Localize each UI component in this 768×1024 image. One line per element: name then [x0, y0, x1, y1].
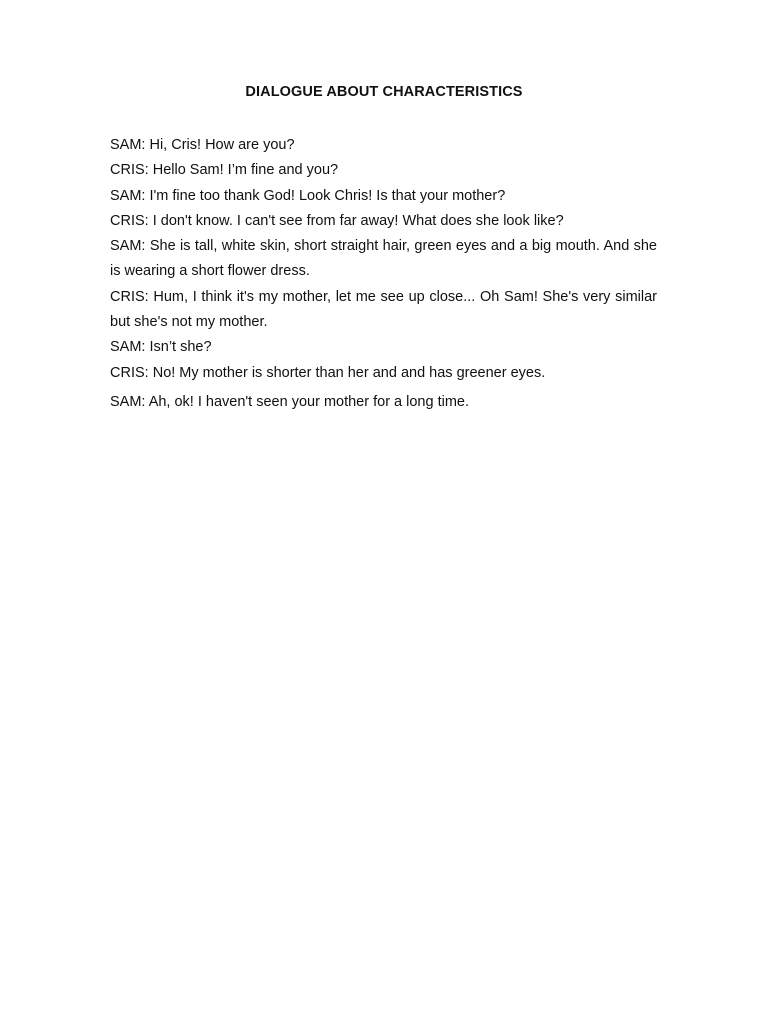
line-text: Hello Sam! I’m fine and you? [152, 162, 339, 179]
line-text: Isn’t she? [149, 339, 212, 356]
speaker-name: CRIS [110, 288, 145, 305]
speaker-name: CRIS [110, 162, 145, 179]
dialogue-line: CRIS: I don't know. I can't see from far away! What does she look like? [110, 212, 564, 229]
speaker-name: SAM [110, 238, 142, 255]
speaker-name: CRIS [110, 212, 145, 229]
dialogue-line: SAM: Isn’t she? [110, 339, 212, 356]
line-text: She is tall, white skin, short straight hair, green eyes and a big mouth. And she is wearing a short flower dress. [110, 238, 657, 280]
dialogue-line: CRIS: Hello Sam! I’m fine and you? [110, 162, 339, 179]
line-text: I don't know. I can't see from far away! What does she look like? [152, 212, 564, 229]
document-title: DIALOGUE ABOUT CHARACTERISTICS [245, 84, 523, 100]
dialogue-line: CRIS: Hum, I think it's my mother, let me see up close... Oh Sam! She's very similar but she's not my mother. [110, 288, 657, 331]
speaker-name: SAM [110, 187, 142, 204]
line-text: I'm fine too thank God! Look Chris! Is that your mother? [149, 187, 506, 204]
line-text: Hi, Cris! How are you? [149, 137, 295, 153]
dialogue-line: SAM: I'm fine too thank God! Look Chris! Is that your mother? [110, 187, 506, 204]
speaker-name: SAM [110, 137, 142, 153]
dialogue-line: SAM: Hi, Cris! How are you? [110, 137, 295, 153]
speaker-name: CRIS [110, 364, 145, 381]
line-text: No! My mother is shorter than her and and has greener eyes. [152, 364, 546, 381]
dialogue-line: SAM: She is tall, white skin, short straight hair, green eyes and a big mouth. And she is wearing a short flower dress. [110, 238, 657, 280]
dialogue-body [110, 133, 657, 415]
line-text: Ah, ok! I haven't seen your mother for a long time. [148, 393, 470, 410]
line-text: Hum, I think it's my mother, let me see up close... Oh Sam! She's very similar but she's not my mother. [110, 288, 657, 331]
dialogue-line: SAM: Ah, ok! I haven't seen your mother for a long time. [110, 393, 470, 410]
dialogue-line: CRIS: No! My mother is shorter than her and and has greener eyes. [110, 364, 546, 381]
speaker-name: SAM [110, 339, 142, 356]
speaker-name: SAM [110, 393, 142, 410]
